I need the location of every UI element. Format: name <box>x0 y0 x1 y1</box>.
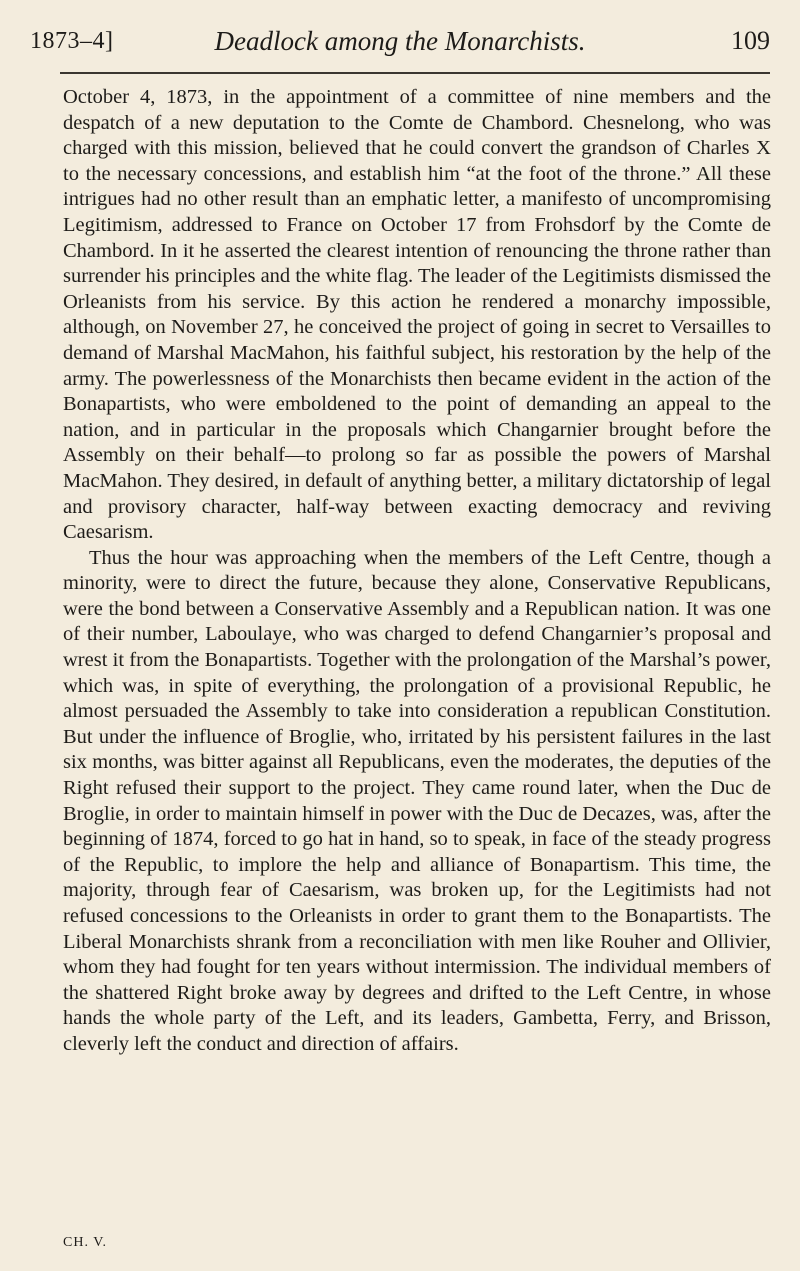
body-text <box>63 85 771 1058</box>
page-number: 109 <box>731 26 770 55</box>
running-head-title: Deadlock among the Monarchists. <box>214 26 586 56</box>
running-head <box>30 24 770 64</box>
chapter-signature: CH. V. <box>63 1235 108 1250</box>
paragraph-1: October 4, 1873, in the appointment of a committee of nine members and the despatch of a new deputation to the Comte de Chambord. Chesnelong, who was charged with this mission, believed that he could convert the grandson of Charles X to the necessary concessions, and establish him “at the foot of the throne.” All these intrigues had no other result than an emphatic letter, a manifesto of uncompromising Legitimism, addressed to France on October 17 from Frohsdorf by the Comte de Chambord. In it he asserted the clearest intention of renouncing the throne rather than surrender his principles and the white flag. The leader of the Legitimists dismissed the Orleanists from his service. By this action he rendered a monarchy impossible, although, on November 27, he conceived the project of going in secret to Versailles to demand of Marshal MacMahon, his faithful subject, his restoration by the help of the army. The powerlessness of the Monarchists then became evident in the action of the Bonapartists, who were emboldened to the point of demanding an appeal to the nation, and in particular in the proposals which Changarnier brought before the Assembly on their behalf—to prolong so far as possible the powers of Marshal MacMahon. They desired, in default of anything better, a military dictatorship of legal and provisory character, half-way between exacting democracy and reviving Caesarism. <box>63 86 771 544</box>
paragraph-2: Thus the hour was approaching when the members of the Left Centre, though a minority, were to direct the future, because they alone, Conservative Republicans, were the bond between a Conservative Assembly and a Republican nation. It was one of their number, Laboulaye, who was charged to defend Changarnier’s proposal and wrest it from the Bonapartists. Together with the prolongation of the Marshal’s power, which was, in spite of everything, the prolongation of a provisional Republic, he almost persuaded the Assembly to take into consideration a republican Constitution. But under the influence of Broglie, who, irritated by his persistent failures in the last six months, was bitter against all Republicans, even the moderates, the deputies of the Right refused their support to the project. They came round later, when the Duc de Broglie, in order to maintain himself in power with the Duc de Decazes, was, after the beginning of 1874, forced to go hat in hand, so to speak, in face of the steady progress of the Republic, to implore the help and alliance of Bonapartism. This time, the majority, through fear of Caesarism, was broken up, for the Legitimists had not refused concessions to the Orleanists in order to grant them to the Bonapartists. The Liberal Monarchists shrank from a reconciliation with men like Rouher and Ollivier, whom they had fought for ten years without intermission. The individual members of the shattered Right broke away by degrees and drifted to the Left Centre, in whose hands the whole party of the Left, and its leaders, Gambetta, Ferry, and Brisson, cleverly left the conduct and direction of affairs. <box>63 546 771 1055</box>
header-rule <box>60 72 770 74</box>
running-head-years: 1873–4] <box>30 28 114 54</box>
